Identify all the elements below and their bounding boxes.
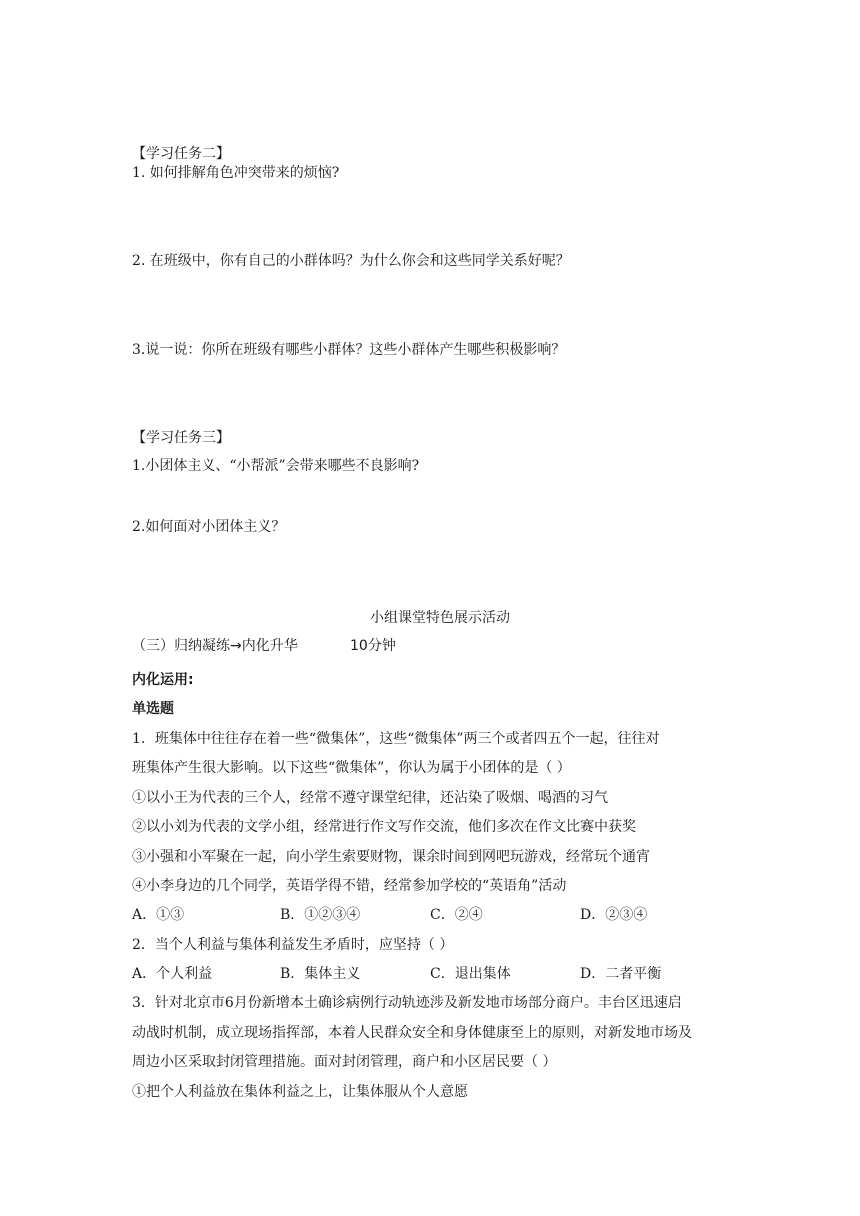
q1-option-a: A．①③ [132, 907, 185, 923]
q1-stem-line-1: 1．班集体中往往存在着一些“微集体”，这些“微集体”两三个或者四五个一起，往往对 [132, 731, 660, 747]
q2-option-d: D．二者平衡 [580, 966, 662, 982]
task3-question-2: 2.如何面对小团体主义？ [132, 519, 286, 535]
task2-question-2: 2. 在班级中，你有自己的小群体吗？为什么你会和这些同学关系好呢？ [132, 253, 570, 269]
q3-stem-line-3: 周边小区采取封闭管理措施。面对封闭管理，商户和小区居民要（ ） [132, 1054, 557, 1070]
task3-question-1: 1.小团体主义、“小帮派”会带来哪些不良影响? [132, 458, 420, 474]
activity-time: 10分钟 [350, 638, 396, 654]
q3-item-1: ①把个人利益放在集体利益之上，让集体服从个人意愿 [132, 1084, 468, 1100]
q1-option-c: C．②④ [430, 907, 483, 923]
q2-option-c: C．退出集体 [430, 966, 511, 982]
task2-question-3: 3.说一说：你所在班级有哪些小群体？这些小群体产生哪些积极影响？ [132, 342, 566, 358]
q3-stem-line-1: 3．针对北京市6月份新增本土确诊病例行动轨迹涉及新发地市场部分商户。丰台区迅速启 [132, 995, 682, 1011]
practice-heading: 内化运用: [132, 672, 194, 688]
q1-item-1: ①以小王为代表的三个人，经常不遵守课堂纪律，还沾染了吸烟、喝酒的习气 [132, 790, 608, 806]
activity-title: 小组课堂特色展示活动 [370, 610, 510, 626]
q1-stem-line-2: 班集体产生很大影响。以下这些“微集体”，你认为属于小团体的是（ ） [132, 760, 571, 776]
q2-option-b: B．集体主义 [280, 966, 361, 982]
task2-question-1: 1. 如何排解角色冲突带来的烦恼? [132, 165, 340, 181]
practice-type: 单选题 [132, 701, 174, 717]
activity-section: （三）归纳凝练→内化升华 [132, 638, 298, 654]
q1-item-4: ④小李身边的几个同学，英语学得不错，经常参加学校的“英语角”活动 [132, 878, 567, 894]
q2-option-a: A．个人利益 [132, 966, 213, 982]
q1-option-b: B．①②③④ [280, 907, 361, 923]
task2-header: 【学习任务二】 [132, 146, 230, 162]
q1-item-3: ③小强和小军聚在一起，向小学生索要财物，课余时间到网吧玩游戏，经常玩个通宵 [132, 849, 650, 865]
q3-stem-line-2: 动战时机制，成立现场指挥部，本着人民群众安全和身体健康至上的原则，对新发地市场及 [132, 1025, 692, 1041]
q1-option-d: D．②③④ [580, 907, 648, 923]
q1-item-2: ②以小刘为代表的文学小组，经常进行作文写作交流，他们多次在作文比赛中获奖 [132, 819, 636, 835]
task3-header: 【学习任务三】 [132, 430, 230, 446]
q2-stem: 2．当个人利益与集体利益发生矛盾时，应坚持（ ） [132, 937, 454, 953]
